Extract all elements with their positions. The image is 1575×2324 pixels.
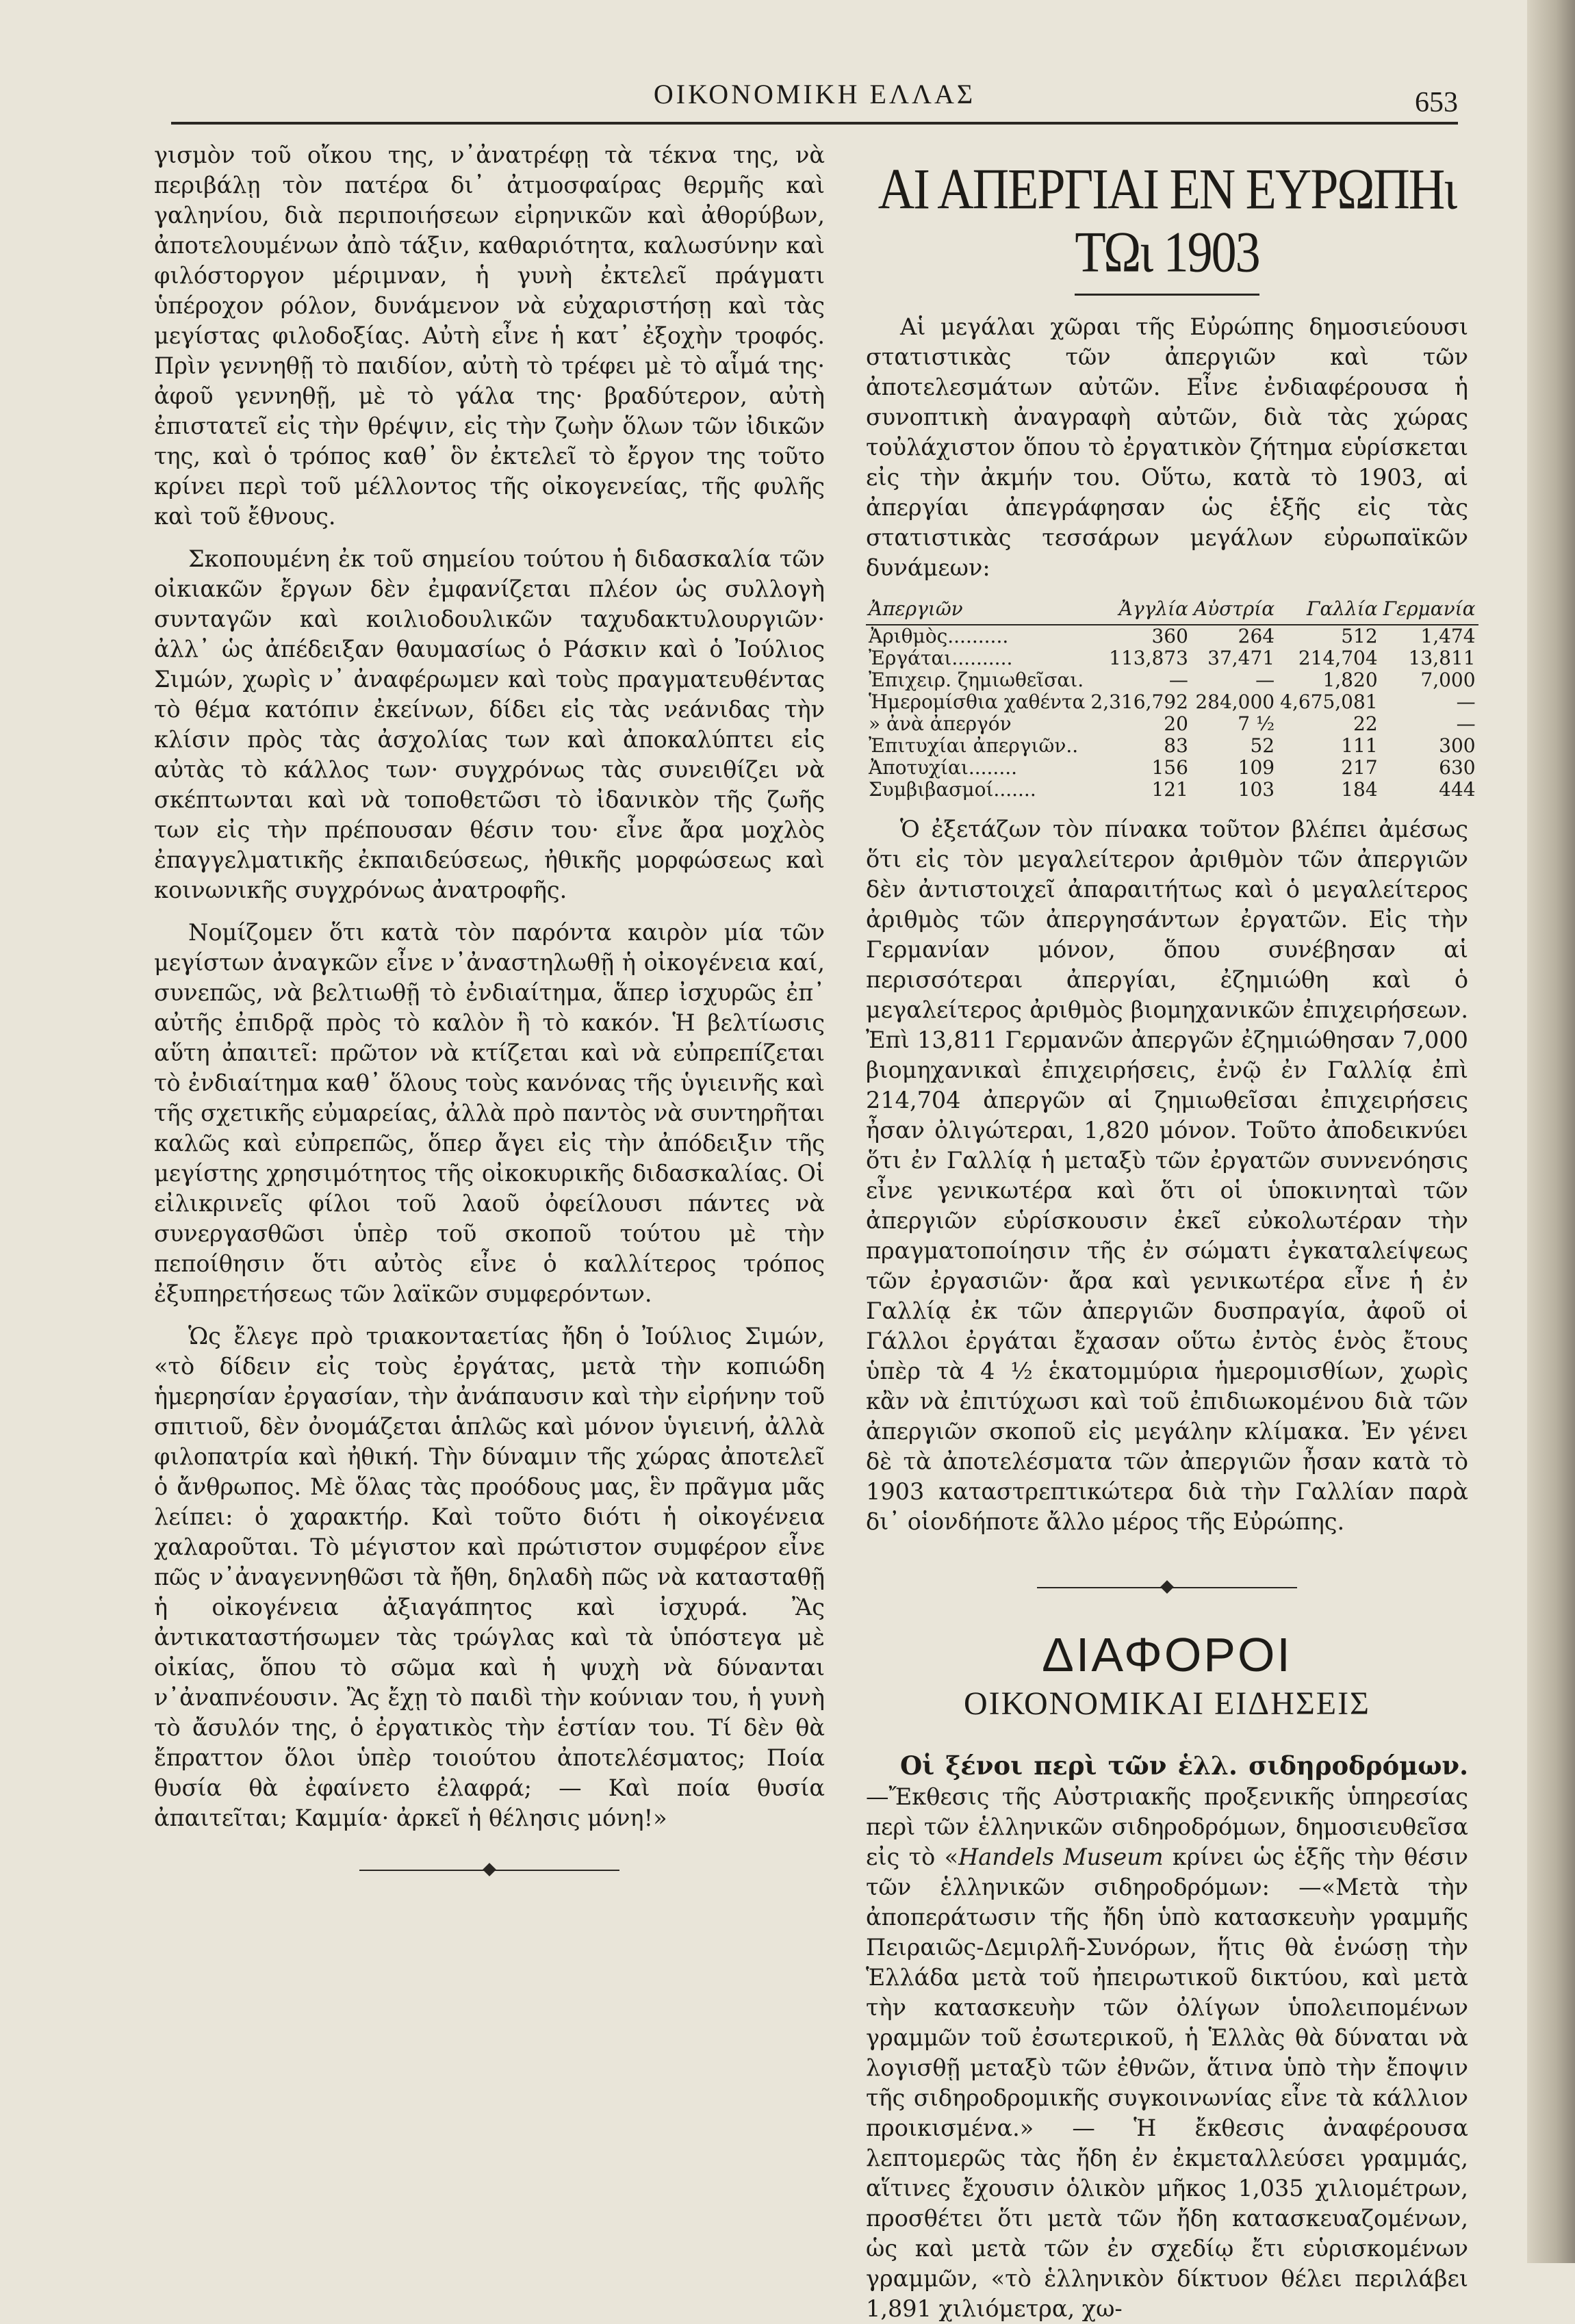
strikes-headline: ΑΙ ΑΠΕΡΓΙΑΙ ΕΝ ΕΥΡΩΠΗι ΤΩι 1903: [878, 157, 1457, 285]
table-cell: 630: [1439, 756, 1476, 779]
table-row: [866, 647, 1478, 669]
headline-rule: [1075, 294, 1259, 296]
ornament-diamond: [483, 1863, 496, 1876]
paragraph: Νομίζομεν ὅτι κατὰ τὸν παρόντα καιρὸν μία τῶν μεγίστων ἀναγκῶν εἶνε ν᾽ἀναστηλωθῇ ἡ οἰκογένεια καί, συνεπῶς, νὰ βελτιωθῇ τὸ ἐνδιαίτημα, ἅπερ ἰσχυρῶς ἐπ᾽ αὐτῆς ἐπιδρᾷ πρὸς τὸ καλὸν ἢ τὸ κακόν. Ἡ βελτίωσις αὕτη ἀπαιτεῖ: πρῶτον νὰ κτίζεται καὶ νὰ εὐπρεπίζεται τὸ ἐνδιαίτημα καθ᾽ ὅλους τοὺς κανόνας τῆς ὑγιεινῆς καὶ τῆς σχετικῆς εὐμαρείας, ἀλλὰ πρὸ παντὸς νὰ συντηρῆται καλῶς καὶ εὐπρεπῶς, ὅπερ ἄγει εἰς τὴν ἀπόδειξιν τῆς μεγίστης χρησιμότητος τῆς οἰκοκυρικῆς διδασκαλίας. Οἱ εἰλικρινεῖς φίλοι τοῦ λαοῦ ὀφείλουσι πάντες νὰ συνεργασθῶσι ὑπὲρ τοῦ σκοποῦ τούτου μὲ τὴν πεποίθησιν ὅτι αὐτὸς εἶνε ὁ καλλίτερος τρόπος ἐξυπηρετήσεως τῶν λαϊκῶν συμφερόντων.: [154, 919, 825, 1307]
article-headline: Οἱ ξένοι περὶ τῶν ἑλλ. σιδηροδρόμων.: [900, 1751, 1468, 1781]
paragraph: Αἱ μεγάλαι χῶραι τῆς Εὐρώπης δημοσιεύουσι στατιστικὰς τῶν ἀπεργιῶν καὶ τῶν ἀποτελεσμάτων αὐτῶν. Εἶνε ἐνδιαφέρουσα ἡ συνοπτικὴ ἀναγραφὴ αὐτῶν, διὰ τὰς χώρας τοὐλάχιστον ὅπου τὸ ἐργατικὸν ζήτημα εὑρίσκεται εἰς τὴν ἀκμήν του. Οὕτω, κατὰ τὸ 1903, αἱ ἀπεργίαι ἀπεγράφησαν ὡς ἑξῆς εἰς τὰς στατιστικὰς τεσσάρων μεγάλων εὐρωπαϊκῶν δυνάμεων:: [866, 313, 1468, 581]
table-cell: 7,000: [1420, 669, 1476, 691]
table-cell: 300: [1439, 734, 1476, 757]
table-cell: 214,704: [1298, 647, 1378, 669]
row-label: Ἐργάται..........: [869, 647, 1013, 669]
section-title: ΔΙΑΦΟΡΟΙ: [1042, 1628, 1292, 1681]
table-cell: 184: [1341, 778, 1378, 801]
column-header: Ἀπεργιῶν: [866, 598, 1088, 625]
table-cell: 444: [1439, 778, 1476, 801]
right-column: [866, 140, 1476, 2322]
column-header: Αὐστρία: [1191, 598, 1277, 625]
table-row: [866, 735, 1478, 757]
ornament-diamond: [1160, 1580, 1174, 1594]
ornament-divider: [359, 1857, 619, 1884]
row-label: Ἐπιτυχίαι ἀπεργιῶν..: [869, 734, 1079, 757]
table-cell: 1,474: [1420, 625, 1476, 647]
table-row: [866, 625, 1478, 647]
table-row: [866, 757, 1478, 779]
table-cell: 512: [1341, 625, 1378, 647]
running-title: ΟΙΚΟΝΟΜΙΚΗ ΕΛΛΑΣ: [653, 79, 976, 109]
table-cell: —: [1456, 690, 1476, 713]
article-text: κρίνει ὡς ἑξῆς τὴν θέσιν τῶν ἑλληνικῶν σιδηροδρόμων: —«Μετὰ τὴν ἀποπεράτωσιν τῆς ἤδη ὑπὸ κατασκευὴν γραμμῆς Πειραιῶς-Δεμιρλῆ-Συνόρων, ἥτις θὰ ἑνώσῃ τὴν Ἑλλάδα μετὰ τοῦ ἠπειρωτικοῦ δικτύου, καὶ μετὰ τὴν κατασκευὴν τῶν ὀλίγων ὑπολειπομένων γραμμῶν τοῦ ἐσωτερικοῦ, ἡ Ἑλλὰς θὰ δύναται νὰ λογισθῇ μεταξὺ τῶν ἐθνῶν, ἅτινα ὑπὸ τὴν ἔποψιν τῆς σιδηροδρομικῆς συγκοινωνίας εἶνε τὰ κάλλιον προικισμένα.» — Ἡ ἔκθεσις ἀναφέρουσα λεπτομερῶς τὰς ἤδη ἐν ἐκμεταλλεύσει γραμμάς, αἵτινες ἔχουσιν ὁλικὸν μῆκος 1,035 χιλιομέτρων, προσθέτει ὅτι μετὰ τῶν ἤδη κατασκευαζομένων, ὡς καὶ μετὰ τῶν ἐν σχεδίῳ ἔτι εὑρισκομένων γραμμῶν, «τὸ ἑλληνικὸν δίκτυον θέλει περιλάβει 1,891 χιλιόμετρα, χω-: [866, 1844, 1468, 2322]
table-cell: 2,316,792: [1090, 690, 1188, 713]
table-cell: 7 ½: [1238, 712, 1275, 735]
table-row: [866, 779, 1478, 801]
table-cell: 113,873: [1109, 647, 1188, 669]
table-cell: 37,471: [1207, 647, 1275, 669]
page-number: 653: [1415, 87, 1458, 118]
row-label: » ἀνὰ ἀπεργόν: [869, 712, 1012, 735]
table-cell: 121: [1151, 778, 1188, 801]
paragraph: Ὁ ἐξετάζων τὸν πίνακα τοῦτον βλέπει ἀμέσως ὅτι εἰς τὸν μεγαλείτερον ἀριθμὸν τῶν ἀπεργιῶν δὲν ἀντιστοιχεῖ ἀπαραιτήτως καὶ ὁ μεγαλείτερος ἀριθμὸς τῶν ἀπεργησάντων ἐργατῶν. Εἰς τὴν Γερμανίαν μόνον, ὅπου συνέβησαν αἱ περισσότεραι ἀπεργίαι, ἐζημιώθη καὶ ὁ μεγαλείτερος ἀριθμὸς βιομηχανικῶν ἐπιχειρήσεων. Ἐπὶ 13,811 Γερμανῶν ἀπεργῶν ἐζημιώθησαν 7,000 βιομηχανικαὶ ἐπιχειρήσεις, ἐνῷ ἐν Γαλλίᾳ ἐπὶ 214,704 ἀπεργῶν αἱ ζημιωθεῖσαι ἐπιχειρήσεις ἦσαν ὀλιγώτεραι, 1,820 μόνον. Τοῦτο ἀποδεικνύει ὅτι ἐν Γαλλίᾳ ἡ μεταξὺ τῶν ἐργατῶν συννενόησις εἶνε γενικωτέρα καὶ ὅτι οἱ ὑποκινηταὶ τῶν ἀπεργιῶν εὑρίσκουσιν ἐκεῖ εὐκολωτέραν τὴν πραγματοποίησιν τῆς ἐν σώματι ἐγκαταλείψεως τῶν ἐργασιῶν· ἄρα καὶ γενικωτέρα εἶνε ἡ ἐν Γαλλίᾳ ἐκ τῶν ἀπεργιῶν δυσπραγία, ἀφοῦ οἱ Γάλλοι ἐργάται ἔχασαν οὕτω ἐντὸς ἑνὸς ἔτους ὑπὲρ τὰ 4 ½ ἑκατομμύρια ἡμερομισθίων, χωρὶς κἂν νὰ ἐπιτύχωσι καὶ τοῦ ἐπιδιωκομένου διὰ τῶν ἀπεργιῶν σκοποῦ εἰς μεγάλην κλίμακα. Ἐν γένει δὲ τὰ ἀποτελέσματα τῶν ἀπεργιῶν ἦσαν κατὰ τὸ 1903 καταστρεπτικώτερα διὰ τὴν Γαλλίαν παρὰ δι᾽ οἱονδήποτε ἄλλο μέρος τῆς Εὐρώπης.: [866, 816, 1468, 1535]
header-rule: [171, 122, 1458, 125]
table-cell: 52: [1250, 734, 1275, 757]
ornament-divider: [1037, 1574, 1297, 1601]
article-paragraph: [866, 1751, 1468, 2324]
running-head: [171, 48, 1458, 123]
table-cell: 13,811: [1408, 647, 1476, 669]
row-label: Ἐπιχειρ. ζημιωθεῖσαι.: [869, 669, 1084, 691]
column-header: Γαλλία: [1277, 598, 1381, 625]
table-cell: 111: [1341, 734, 1378, 757]
strikes-table: [866, 598, 1478, 801]
article-text: —Ἔκθεσις τῆς Αὐστριακῆς προξενικῆς ὑπηρεσίας περὶ τῶν ἑλληνικῶν σιδηροδρόμων, δημοσιευθεῖσα εἰς τὸ «: [866, 1783, 1468, 1870]
row-label: Ἀποτυχίαι........: [869, 756, 1018, 779]
table-cell: 20: [1164, 712, 1188, 735]
table-cell: —: [1456, 712, 1476, 735]
table-cell: 4,675,081: [1280, 690, 1378, 713]
table-cell: 284,000: [1195, 690, 1275, 713]
section-subtitle: ΟΙΚΟΝΟΜΙΚΑΙ ΕΙΔΗΣΕΙΣ: [964, 1686, 1370, 1722]
table-cell: 360: [1151, 625, 1188, 647]
table-cell: —: [1255, 669, 1275, 691]
table-cell: 103: [1238, 778, 1275, 801]
row-label: Ἡμερομίσθια χαθέντα: [869, 690, 1086, 713]
table-cell: 83: [1164, 734, 1188, 757]
table-cell: —: [1168, 669, 1188, 691]
left-column: [154, 140, 825, 2207]
table-cell: 109: [1238, 756, 1275, 779]
row-label: Συμβιβασμοί.......: [869, 778, 1036, 801]
table-row: [866, 713, 1478, 735]
paragraph: γισμὸν τοῦ οἴκου της, ν᾽ἀνατρέφῃ τὰ τέκνα της, νὰ περιβάλῃ τὸν πατέρα δι᾽ ἀτμοσφαίρας θερμῆς καὶ γαληνίου, διὰ περιποιήσεων εἰρηνικῶν καὶ ἀθορύβων, ἀποτελουμένων ἀπὸ τάξιν, καθαριότητα, καλωσύνην καὶ φιλόστοργον μέριμναν, ἡ γυνὴ ἐκτελεῖ πράγματι ὑπέροχον ρόλον, δυνάμενον νὰ εὐχαριστήσῃ καὶ τὰς μεγίστας φιλοδοξίας. Αὐτὴ εἶνε ἡ κατ᾽ ἐξοχὴν τροφός. Πρὶν γεννηθῇ τὸ παιδίον, αὐτὴ τὸ τρέφει μὲ τὸ αἷμά της· ἀφοῦ γεννηθῇ, μὲ τὸ γάλα της· βραδύτερον, αὐτὴ ἐπιστατεῖ εἰς τὴν θρέψιν, εἰς τὴν ζωὴν ὅλων τῶν ἰδικῶν της, καὶ ὁ τρόπος καθ᾽ ὃν ἐκτελεῖ τὸ ἔργον της τοῦτο κρίνει περὶ τοῦ μέλλοντος τῆς οἰκογενείας, τῆς φυλῆς καὶ τοῦ ἔθνους.: [154, 142, 825, 530]
table-row: [866, 691, 1478, 713]
table-cell: 1,820: [1322, 669, 1378, 691]
table-row: [866, 669, 1478, 691]
table-cell: 156: [1151, 756, 1188, 779]
table-cell: 217: [1341, 756, 1378, 779]
paragraph: Σκοπουμένη ἐκ τοῦ σημείου τούτου ἡ διδασκαλία τῶν οἰκιακῶν ἔργων δὲν ἐμφανίζεται πλέον ὡς συλλογὴ συνταγῶν καὶ κοιλιοδουλικῶν ταχυδακτυλουργιῶν· ἀλλ᾽ ὡς ἀπέδειξαν θαυμασίως ὁ Ράσκιν καὶ ὁ Ἰούλιος Σιμών, χωρὶς ν᾽ ἀναφέρωμεν καὶ τοὺς πραγματευθέντας τὸ θέμα κατόπιν ἐκείνων, δίδει εἰς τὰς νεάνιδας τὴν κλίσιν πρὸς τὰς ἀσχολίας των καὶ ἀποκαλύπτει εἰς αὐτὰς τὸ κάλλος των· συγχρόνως τὰς συνειθίζει νὰ σκέπτωνται καὶ νὰ τοποθετῶσι τὸ ἰδανικὸν τῆς ζωῆς των εἰς τὴν πρέπουσαν θέσιν του· εἶνε ἄρα μοχλὸς ἐπαγγελματικῆς ἐκπαιδεύσεως, ἠθικῆς μορφώσεως καὶ κοινωνικῆς συγχρόνως ἀνατροφῆς.: [154, 545, 825, 903]
column-header: Ἀγγλία: [1088, 598, 1191, 625]
paragraph: Ὡς ἔλεγε πρὸ τριακονταετίας ἤδη ὁ Ἰούλιος Σιμών, «τὸ δίδειν εἰς τοὺς ἐργάτας, μετὰ τὴν κοπιώδη ἡμερησίαν ἐργασίαν, τὴν ἀνάπαυσιν καὶ τὴν εἰρήνην τοῦ σπιτιοῦ, δὲν ὀνομάζεται ἁπλῶς καὶ μόνον ὑγιεινή, ἀλλὰ φιλοπατρία καὶ ἠθική. Τὴν δύναμιν τῆς χώρας ἀποτελεῖ ὁ ἄνθρωπος. Μὲ ὅλας τὰς προόδους μας, ἓν πρᾶγμα μᾶς λείπει: ὁ χαρακτήρ. Καὶ τοῦτο διότι ἡ οἰκογένεια χαλαροῦται. Τὸ μέγιστον καὶ πρώτιστον συμφέρον εἶνε πῶς ν᾽ἀναγεννηθῶσι τὰ ἤθη, δηλαδὴ πῶς νὰ κατασταθῇ ἡ οἰκογένεια ἀξιαγάπητος καὶ ἰσχυρά. Ἂς ἀντικαταστήσωμεν τὰς τρώγλας καὶ τὰ ὑπόστεγα μὲ οἰκίας, ὅπου τὸ σῶμα καὶ ἡ ψυχὴ νὰ δύνανται ν᾽ἀναπνέουσιν. Ἂς ἔχῃ τὸ παιδὶ τὴν κούνιαν του, ἡ γυνὴ τὸ ἄσυλόν της, ὁ ἐργατικὸς τὴν ἑστίαν του. Τί δὲν θὰ ἔπραττον ὅλοι ὑπὲρ τοιούτου ἀποτελέσματος; Ποία θυσία θὰ ἐφαίνετο ἐλαφρά; — Καὶ ποία θυσία ἀπαιτεῖται; Καμμία· ἀρκεῖ ἡ θέλησις μόνη!»: [154, 1323, 825, 1831]
page-edge: [1527, 0, 1575, 2263]
table-header-row: [866, 598, 1478, 625]
table-cell: 22: [1353, 712, 1378, 735]
journal-name: Handels Museum: [958, 1844, 1164, 1870]
row-label: Ἀριθμὸς..........: [869, 625, 1009, 647]
column-header: Γερμανία: [1381, 598, 1478, 625]
table-cell: 264: [1238, 625, 1275, 647]
